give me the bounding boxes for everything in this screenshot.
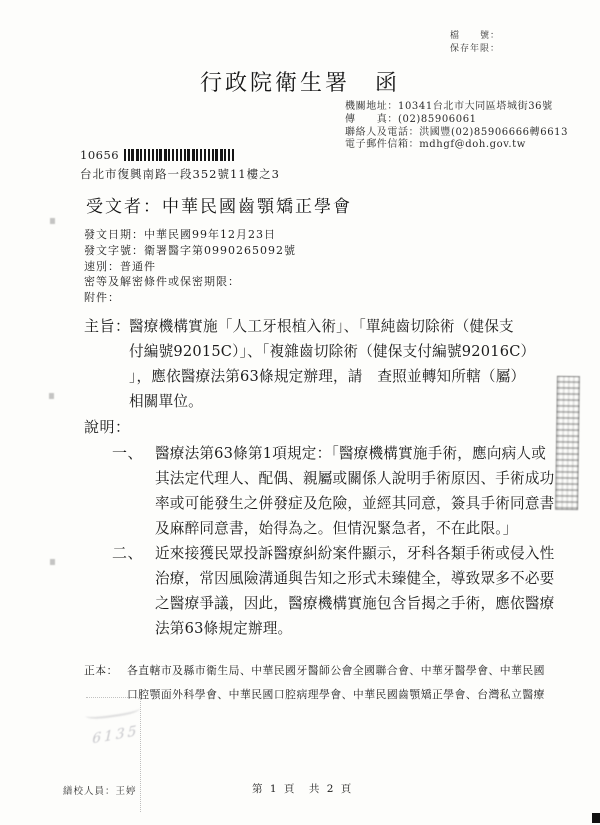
copy-to-line: 口腔顎面外科學會、中華民國口腔病理學會、中華民國齒顎矯正學會、台灣私立醫療 (127, 688, 545, 701)
retention-period-label: 保存年限： (449, 44, 500, 54)
subject-text (129, 314, 535, 414)
item-line: 治療，常因風險溝通與告知之形式未臻健全，導致眾多不必要 (155, 570, 555, 587)
document-number: 發文字號：衛署醫字第0990265092號 (84, 243, 296, 257)
explanation-label: 說明： (84, 418, 131, 436)
explanation-item-text (155, 441, 554, 541)
scan-corner-artifact (592, 813, 600, 823)
agency-email: 電子郵件信箱：mdhgf@doh.gov.tw (345, 139, 526, 151)
subject-line: 」，應依醫療法第63條規定辦理，請 查照並轉知所轄（屬） (129, 368, 526, 385)
binding-mark (49, 393, 54, 399)
attachment-label: 附件： (84, 291, 120, 305)
document-meta-block (84, 227, 296, 306)
agency-contact-person: 聯絡人及電話：洪國豐(02)85906666轉6613 (345, 126, 569, 138)
item-number: 一、 (112, 444, 144, 462)
pencil-annotation: 6135 (92, 722, 140, 748)
recipient-line: 受文者：中華民國齒顎矯正學會 (86, 197, 352, 217)
received-stamp (555, 376, 580, 510)
item-line: 之醫療爭議，因此，醫療機構實施包含旨揭之手術，應依醫療 (155, 595, 555, 612)
binding-mark (50, 218, 55, 224)
copy-to-text (127, 659, 545, 707)
agency-contact-block (345, 101, 568, 152)
agency-fax: 傳 真：(02)85906061 (345, 113, 477, 125)
speed-class: 速別：普通件 (84, 259, 156, 273)
barcode (124, 149, 236, 161)
copy-to-label: 正本： (84, 664, 118, 677)
clerk-name: 繕校人員：王婷 (63, 786, 137, 797)
item-line: 其法定代理人、配偶、親屬或關係人說明手術原因、手術成功 (155, 470, 555, 487)
item-line: 率或可能發生之併發症及危險，並經其同意，簽具手術同意書 (155, 495, 555, 512)
fold-line (86, 697, 140, 698)
explanation-item-text (155, 541, 554, 641)
item-line: 醫療法第63條第1項規定：「醫療機構實施手術，應向病人或 (155, 445, 547, 462)
subject-line: 付編號92015C）」、「複雜齒切除術（健保支付編號92016C） (129, 343, 536, 360)
page-indicator: 第 1 頁 共 2 頁 (252, 783, 354, 795)
copy-to-line: 各直轄市及縣市衛生局、中華民國牙醫師公會全國聯合會、中華牙醫學會、中華民國 (127, 664, 545, 677)
document-title: 行政院衛生署 函 (199, 71, 400, 96)
subject-line: 醫療機構實施「人工牙根植入術」、「單純齒切除術（健保支 (129, 318, 514, 335)
postal-code: 10656 (80, 148, 120, 162)
binding-mark (50, 559, 55, 565)
subject-label: 主旨： (84, 317, 131, 335)
fold-line (140, 692, 141, 812)
agency-address: 機關地址：10341台北市大同區塔城街36號 (345, 101, 553, 112)
subject-line: 相關單位。 (129, 393, 203, 410)
item-number: 二、 (112, 544, 144, 562)
pencil-scribble (84, 701, 140, 721)
item-line: 法第63條規定辦理。 (155, 620, 293, 637)
file-info-block (450, 30, 500, 56)
item-line: 近來接獲民眾投訴醫療糾紛案件顯示，牙科各類手術或侵入性 (155, 545, 555, 562)
item-line: 及麻醉同意書，始得為之。但情況緊急者，不在此限。」 (155, 520, 518, 537)
security-class: 密等及解密條件或保密期限： (84, 275, 240, 289)
issue-date: 發文日期：中華民國99年12月23日 (84, 228, 276, 241)
file-number-label: 檔 號： (449, 31, 500, 41)
recipient-address: 台北市復興南路一段352號11樓之3 (80, 167, 280, 181)
